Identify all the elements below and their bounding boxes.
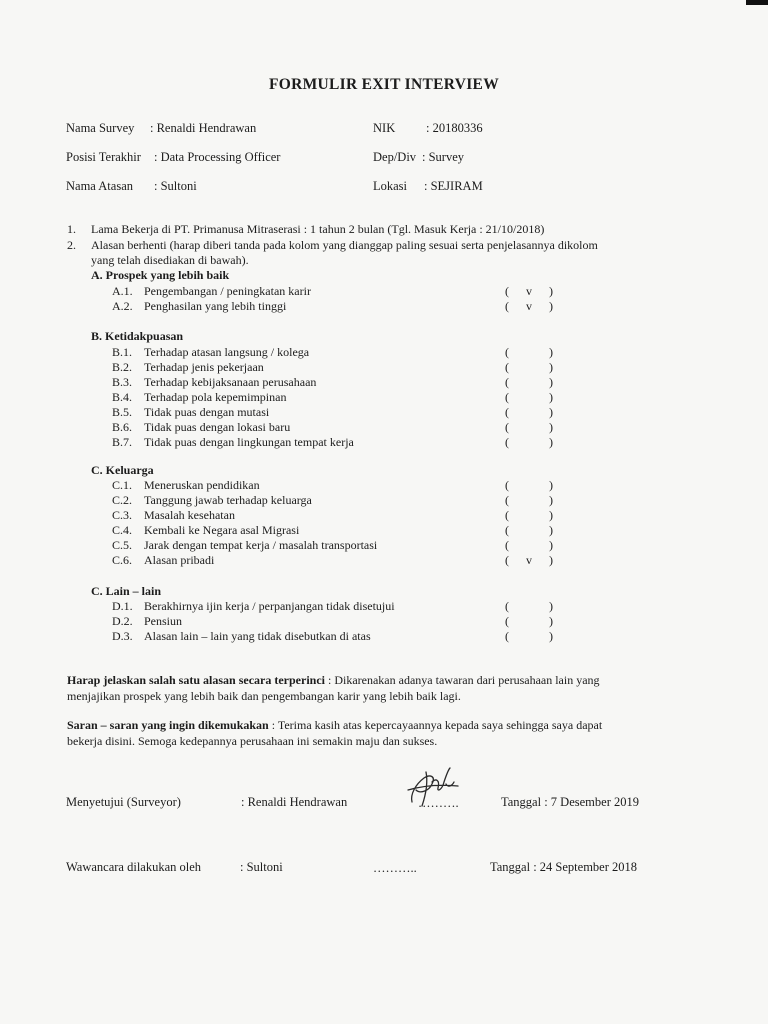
posisi-value: : Data Processing Officer [154,150,281,164]
option-code: B.2. [112,360,133,374]
option-code: C.5. [112,538,133,552]
option-code: B.3. [112,375,133,389]
checkbox-b2[interactable]: ( ) [505,360,553,374]
lokasi-label: Lokasi [373,179,408,193]
explain-line1 [67,673,600,688]
checkbox-c6[interactable]: ( v ) [505,553,553,567]
option-label: Tidak puas dengan lokasi baru [144,420,291,434]
q2-number: 2. [67,238,76,252]
option-code: D.3. [112,629,133,643]
atasan-value: : Sultoni [154,179,197,193]
option-label: Penghasilan yang lebih tinggi [144,299,287,313]
checkbox-b7[interactable]: ( ) [505,435,553,449]
scan-edge-mark [746,0,768,5]
form-title: FORMULIR EXIT INTERVIEW [269,76,499,93]
option-label: Jarak dengan tempat kerja / masalah transportasi [144,538,378,552]
section-a-title: A. Prospek yang lebih baik [91,268,230,282]
checkbox-b5[interactable]: ( ) [505,405,553,419]
option-code: A.1. [112,284,133,298]
checkbox-d3[interactable]: ( ) [505,629,553,643]
option-label: Terhadap atasan langsung / kolega [144,345,310,359]
checkbox-d2[interactable]: ( ) [505,614,553,628]
option-label: Berakhirnya ijin kerja / perpanjangan tidak disetujui [144,599,395,613]
q2-line2: yang telah disediakan di bawah). [91,253,249,267]
checkbox-c1[interactable]: ( ) [505,478,553,492]
q2-line1: Alasan berhenti (harap diberi tanda pada kolom yang dianggap paling sesuai serta penjelasannya dikolom [91,238,598,252]
option-code: C.1. [112,478,133,492]
explain-label: Harap jelaskan salah satu alasan secara terperinci [67,673,325,687]
nik-value: : 20180336 [426,121,483,135]
interview-label: Wawancara dilakukan oleh [66,860,202,874]
option-label: Tidak puas dengan mutasi [144,405,270,419]
checkbox-c5[interactable]: ( ) [505,538,553,552]
explain-text-1: : Dikarenakan adanya tawaran dari perusahaan lain yang [325,673,600,687]
option-label: Pengembangan / peningkatan karir [144,284,311,298]
saran-text-1: : Terima kasih atas kepercayaannya kepada saya sehingga saya dapat [268,718,603,732]
checkbox-c2[interactable]: ( ) [505,493,553,507]
option-label: Tidak puas dengan lingkungan tempat kerja [144,435,354,449]
approval-label: Menyetujui (Surveyor) [66,795,181,809]
option-code: C.4. [112,523,133,537]
checkbox-b6[interactable]: ( ) [505,420,553,434]
depdiv-value: : Survey [422,150,465,164]
option-label: Meneruskan pendidikan [144,478,260,492]
option-label: Pensiun [144,614,183,628]
option-code: B.1. [112,345,133,359]
checkbox-b1[interactable]: ( ) [505,345,553,359]
checkbox-a1[interactable]: ( v ) [505,284,553,298]
interview-date: Tanggal : 24 September 2018 [490,860,638,874]
option-label: Masalah kesehatan [144,508,235,522]
saran-text-2: bekerja disini. Semoga kedepannya perusahaan ini semakin maju dan sukses. [67,734,438,748]
checkbox-d1[interactable]: ( ) [505,599,553,613]
nik-label: NIK [373,121,396,135]
approval-dots: ………. [418,796,459,810]
saran-label: Saran – saran yang ingin dikemukakan [67,718,269,732]
nama-survey-label: Nama Survey [66,121,135,135]
option-code: C.6. [112,553,133,567]
option-code: B.6. [112,420,133,434]
option-code: B.5. [112,405,133,419]
option-label: Kembali ke Negara asal Migrasi [144,523,300,537]
option-label: Tanggung jawab terhadap keluarga [144,493,312,507]
nama-survey-value: : Renaldi Hendrawan [150,121,257,135]
atasan-label: Nama Atasan [66,179,133,193]
section-b-title: B. Ketidakpuasan [91,329,184,343]
checkbox-b4[interactable]: ( ) [505,390,553,404]
explain-text-2: menjajikan prospek yang lebih baik dan pengembangan karir yang lebih baik lagi. [67,689,461,703]
check-mark: v [526,299,532,313]
approval-name: : Renaldi Hendrawan [241,795,348,809]
approval-date: Tanggal : 7 Desember 2019 [501,795,639,809]
lokasi-value: : SEJIRAM [424,179,483,193]
option-code: B.4. [112,390,133,404]
option-label: Alasan lain – lain yang tidak disebutkan di atas [144,629,371,643]
checkbox-b3[interactable]: ( ) [505,375,553,389]
saran-line1 [67,718,602,733]
posisi-label: Posisi Terakhir [66,150,141,164]
depdiv-label: Dep/Div [373,150,417,164]
option-code: C.3. [112,508,133,522]
option-code: A.2. [112,299,133,313]
option-label: Terhadap jenis pekerjaan [144,360,264,374]
option-code: B.7. [112,435,133,449]
checkbox-c4[interactable]: ( ) [505,523,553,537]
option-code: D.1. [112,599,133,613]
check-mark: v [526,284,532,298]
section-d-title: C. Lain – lain [91,584,162,598]
interview-dots: ……….. [373,861,417,875]
option-label: Terhadap kebijaksanaan perusahaan [144,375,317,389]
option-label: Terhadap pola kepemimpinan [144,390,287,404]
interview-name: : Sultoni [240,860,283,874]
section-c-title: C. Keluarga [91,463,154,477]
option-label: Alasan pribadi [144,553,215,567]
check-mark: v [526,553,532,567]
option-code: C.2. [112,493,133,507]
q1-text: Lama Bekerja di PT. Primanusa Mitraserasi : 1 tahun 2 bulan (Tgl. Masuk Kerja : 21/10/2018) [91,222,545,236]
option-code: D.2. [112,614,133,628]
checkbox-a2[interactable]: ( v ) [505,299,553,313]
q1-number: 1. [67,222,76,236]
checkbox-c3[interactable]: ( ) [505,508,553,522]
